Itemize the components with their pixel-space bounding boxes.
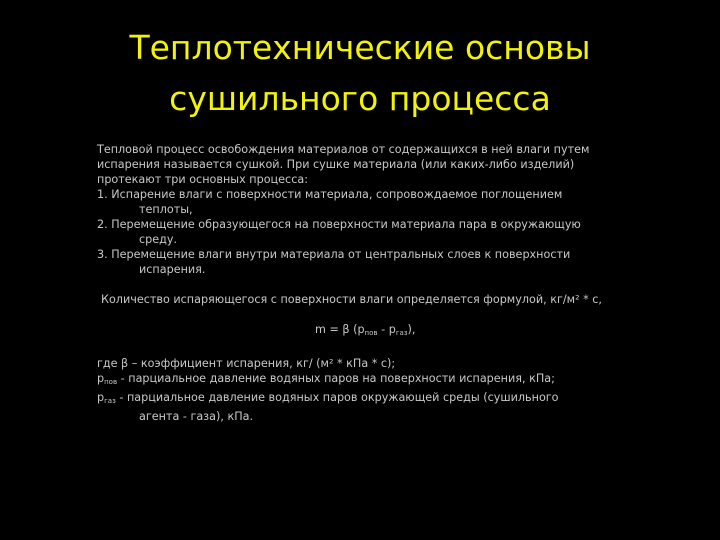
formula-sub-pov: пов — [364, 329, 378, 337]
list-item-3-continuation: испарения. — [139, 263, 206, 276]
intro-line: протекают три основных процесса: — [97, 173, 308, 186]
definition-p-gaz-continuation: агента - газа), кПа. — [139, 410, 254, 423]
list-item-3: 3. Перемещение влаги внутри материала от центральных слоев к поверхности — [97, 248, 571, 261]
symbol-sub-gaz: газ — [104, 397, 116, 405]
formula-intro: Количество испаряющегося с поверхности влаги определяется формулой, кг/м² * с, — [101, 293, 602, 306]
definition-text: - парциальное давление водяных паров окружающей среды (сушильного — [115, 391, 559, 404]
symbol-sub-pov: пов — [104, 378, 118, 386]
formula-mid: - p — [377, 323, 396, 336]
title-line-1: Теплотехнические основы — [129, 28, 591, 67]
spacer — [97, 307, 657, 322]
definition-beta: где β – коэффициент испарения, кг/ (м² * кПа * с); — [97, 357, 396, 370]
definition-p-gaz — [97, 390, 657, 409]
list-item-1-continuation: теплоты, — [139, 203, 193, 216]
spacer — [97, 341, 657, 356]
list-item-2: 2. Перемещение образующегося на поверхности материала пара в окружающую — [97, 218, 581, 231]
list-item-1: 1. Испарение влаги с поверхности материала, сопровождаемое поглощением — [97, 188, 563, 201]
symbol-p: p — [97, 391, 105, 404]
list-item-2-continuation: среду. — [139, 233, 178, 246]
title-line-2: сушильного процесса — [169, 79, 551, 118]
intro-line: Тепловой процесс освобождения материалов от содержащихся в ней влаги путем — [97, 143, 590, 156]
intro-line: испарения называется сушкой. При сушке материала (или каких-либо изделий) — [97, 158, 575, 171]
definition-text: - парциальное давление водяных паров на поверхности испарения, кПа; — [117, 372, 555, 385]
spacer — [97, 277, 657, 292]
slide-title — [60, 22, 660, 124]
formula-sub-gaz: газ — [395, 329, 408, 337]
formula-end: ), — [407, 323, 416, 336]
slide-body — [97, 142, 657, 424]
definition-p-pov — [97, 371, 657, 390]
formula-main: m = β (p — [315, 323, 365, 336]
symbol-p: p — [97, 372, 105, 385]
formula — [97, 322, 657, 341]
